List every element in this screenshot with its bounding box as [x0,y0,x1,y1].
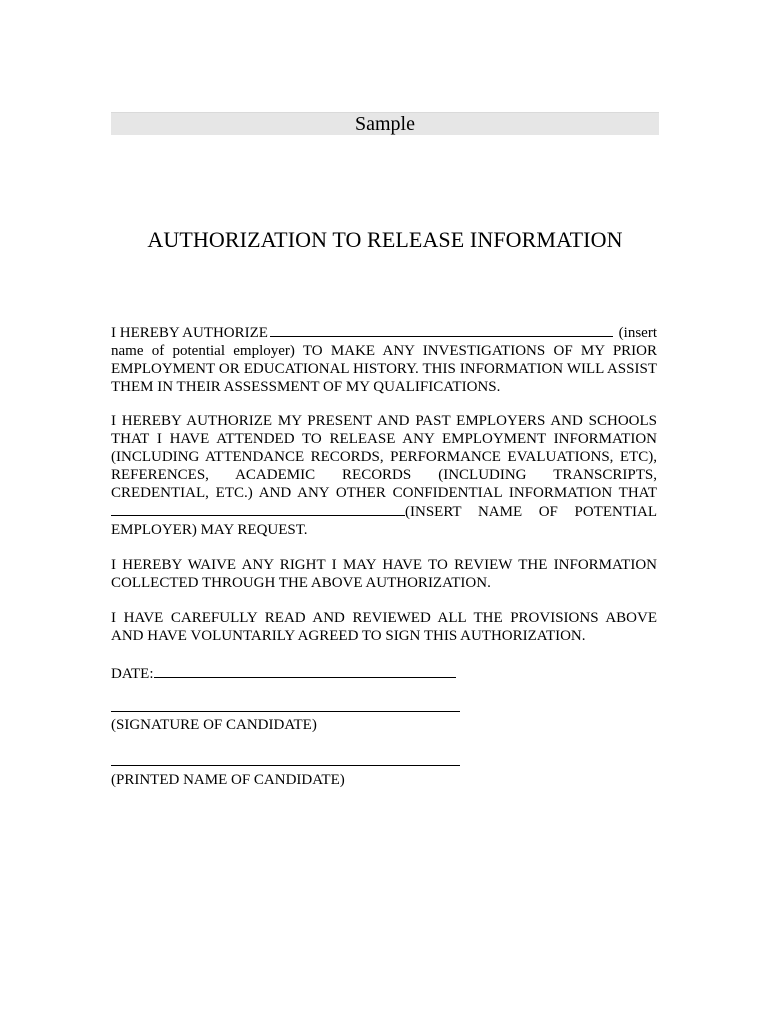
document-title: AUTHORIZATION TO RELEASE INFORMATION [147,227,623,252]
authorize-lead-text: I HEREBY AUTHORIZE [111,325,268,341]
printed-name-line[interactable] [111,765,460,766]
paragraph-acknowledgement: I HAVE CAREFULLY READ AND REVIEWED ALL THE PROVISIONS ABOVE AND HAVE VOLUNTARILY AGREED TO SIGN THIS AUTHORIZATION. [111,610,657,644]
signature-label: (SIGNATURE OF CANDIDATE) [111,717,317,733]
paragraph-employer-authorization [111,323,657,396]
potential-employer-insert-text: (INSERT NAME OF POTENTIAL [405,504,657,520]
date-label: DATE: [111,666,154,682]
paragraph-2-tail: EMPLOYER) MAY REQUEST. [111,522,308,538]
employer-name-blank[interactable] [270,323,613,337]
signature-line[interactable] [111,711,460,712]
date-field[interactable] [154,664,456,678]
insert-note-text: (insert [618,325,657,341]
sample-banner [111,112,659,135]
date-row [111,664,456,683]
employer-name-line [111,323,657,342]
paragraph-waiver: I HEREBY WAIVE ANY RIGHT I MAY HAVE TO REVIEW THE INFORMATION COLLECTED THROUGH THE ABOVE AUTHORIZATION. [111,557,657,591]
printed-name-label: (PRINTED NAME OF CANDIDATE) [111,772,345,788]
paragraph-release-authorization [111,412,657,539]
potential-employer-line [111,502,657,521]
paragraph-1-body: name of potential employer) TO MAKE ANY INVESTIGATIONS OF MY PRIOR EMPLOYMENT OR EDUCATIONAL HISTORY. THIS INFORMATION WILL ASSIST THEM IN THEIR ASSESSMENT OF MY QUALIFICATIONS. [111,343,657,395]
paragraph-2-body: I HEREBY AUTHORIZE MY PRESENT AND PAST EMPLOYERS AND SCHOOLS THAT I HAVE ATTENDED TO RELEASE ANY EMPLOYMENT INFORMATION (INCLUDING ATTENDANCE RECORDS, PERFORMANCE EVALUATIONS, ETC), REFERENCES, ACADEMIC RECORDS (INCLUDING TRANSCRIPTS, CREDENTIAL, ETC.) AND ANY OTHER CONFIDENTIAL INFORMATION THAT [111,413,657,501]
sample-banner-label: Sample [355,113,415,135]
potential-employer-blank[interactable] [111,502,405,516]
